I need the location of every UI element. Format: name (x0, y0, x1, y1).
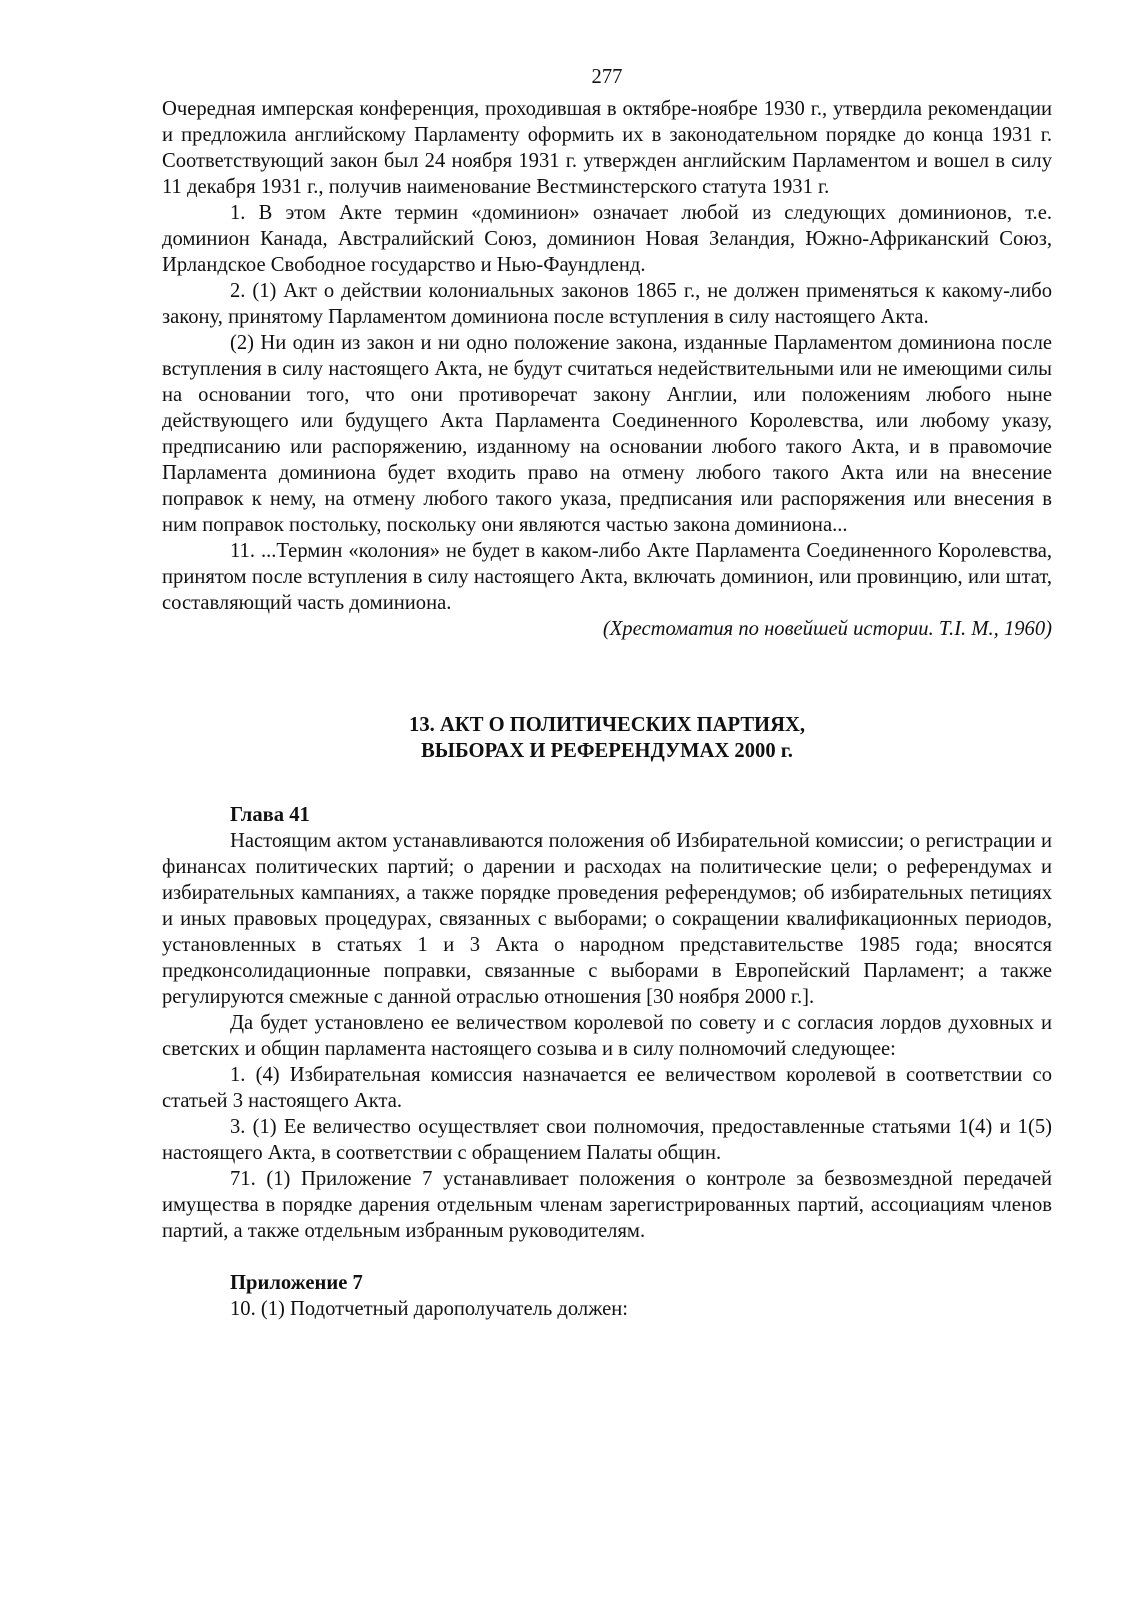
statute-paragraph-1: 1. В этом Акте термин «доминион» означает любой из следующих доминионов, т.е. доминион Канада, Австралийский Союз, доминион Новая Зеландия, Южно-Африканский Союз, Ирландское Свободное государство и Нью-Фаундленд. (162, 202, 1052, 276)
section-title-line-1: 13. АКТ О ПОЛИТИЧЕСКИХ ПАРТИЯХ, (409, 714, 805, 736)
act-paragraph-4: 3. (1) Ее величество осуществляет свои полномочия, предоставленные статьями 1(4) и 1(5) настоящего Акта, в соответствии с обращением Палаты общин. (162, 1116, 1052, 1164)
section-title (162, 712, 1052, 764)
statute-paragraph-2: 2. (1) Акт о действии колониальных законов 1865 г., не должен применяться к какому-либо закону, принятому Парламентом доминиона после вступления в силу настоящего Акта. (162, 280, 1052, 328)
act-paragraph-1: Настоящим актом устанавливаются положения об Избирательной комиссии; о регистрации и финансах политических партий; о дарении и расходах на политические цели; о референдумах и избирательных кампаниях, а также порядке проведения референдумов; об избирательных петициях и иных правовых процедурах, связанных с выборами; о сокращении квалификационных периодов, установленных в статьях 1 и 3 Акта о народном представительстве 1985 года; вносятся предконсолидационные поправки, связанные с выборами в Европейский Парламент; а также регулируются смежные с данной отраслью отношения [30 ноября 2000 г.]. (162, 830, 1052, 1008)
chapter-heading: Глава 41 (230, 804, 310, 826)
source-citation: (Хрестоматия по новейшей истории. Т.I. М., 1960) (602, 618, 1052, 640)
intro-paragraph: Очередная имперская конференция, проходившая в октябре-ноябре 1930 г., утвердила рекомендации и предложила английскому Парламенту оформить их в законодательном порядке до конца 1931 г. Соответствующий закон был 24 ноября 1931 г. утвержден английским Парламентом и вошел в силу 11 декабря 1931 г., получив наименование Вестминстерского статута 1931 г. (162, 98, 1052, 198)
act-paragraph-5: 71. (1) Приложение 7 устанавливает положения о контроле за безвозмездной передачей имущества в порядке дарения отдельным членам зарегистрированных партий, ассоциациям членов партий, а также отдельным избранным руководителям. (162, 1168, 1052, 1242)
appendix-paragraph-1: 10. (1) Подотчетный дарополучатель должен: (230, 1298, 629, 1320)
page-number: 277 (591, 66, 623, 88)
document-page (162, 64, 1052, 1322)
appendix-heading: Приложение 7 (230, 1272, 363, 1294)
act-paragraph-2: Да будет установлено ее величеством королевой по совету и с согласия лордов духовных и светских и общин парламента настоящего созыва и в силу полномочий следующее: (162, 1012, 1052, 1060)
statute-paragraph-3: (2) Ни один из закон и ни одно положение закона, изданные Парламентом доминиона после вступления в силу настоящего Акта, не будут считаться недействительными или не имеющими силы на основании того, что они противоречат закону Англии, или положениям любого ныне действующего или будущего Акта Парламента Соединенного Королевства, или любому указу, предписанию или распоряжению, изданному на основании любого такого Акта, и в правомочие Парламента доминиона будет входить право на отмену любого такого Акта или на внесение поправок к нему, на отмену любого такого указа, предписания или распоряжения или внесения в ним поправок постольку, поскольку они являются частью закона доминиона... (162, 332, 1052, 536)
act-paragraph-3: 1. (4) Избирательная комиссия назначается ее величеством королевой в соответствии со статьей 3 настоящего Акта. (162, 1064, 1052, 1112)
statute-paragraph-4: 11. ...Термин «колония» не будет в каком-либо Акте Парламента Соединенного Королевства, принятом после вступления в силу настоящего Акта, включать доминион, или провинцию, или штат, составляющий часть доминиона. (162, 540, 1052, 614)
section-title-line-2: ВЫБОРАХ И РЕФЕРЕНДУМАХ 2000 г. (421, 740, 793, 762)
